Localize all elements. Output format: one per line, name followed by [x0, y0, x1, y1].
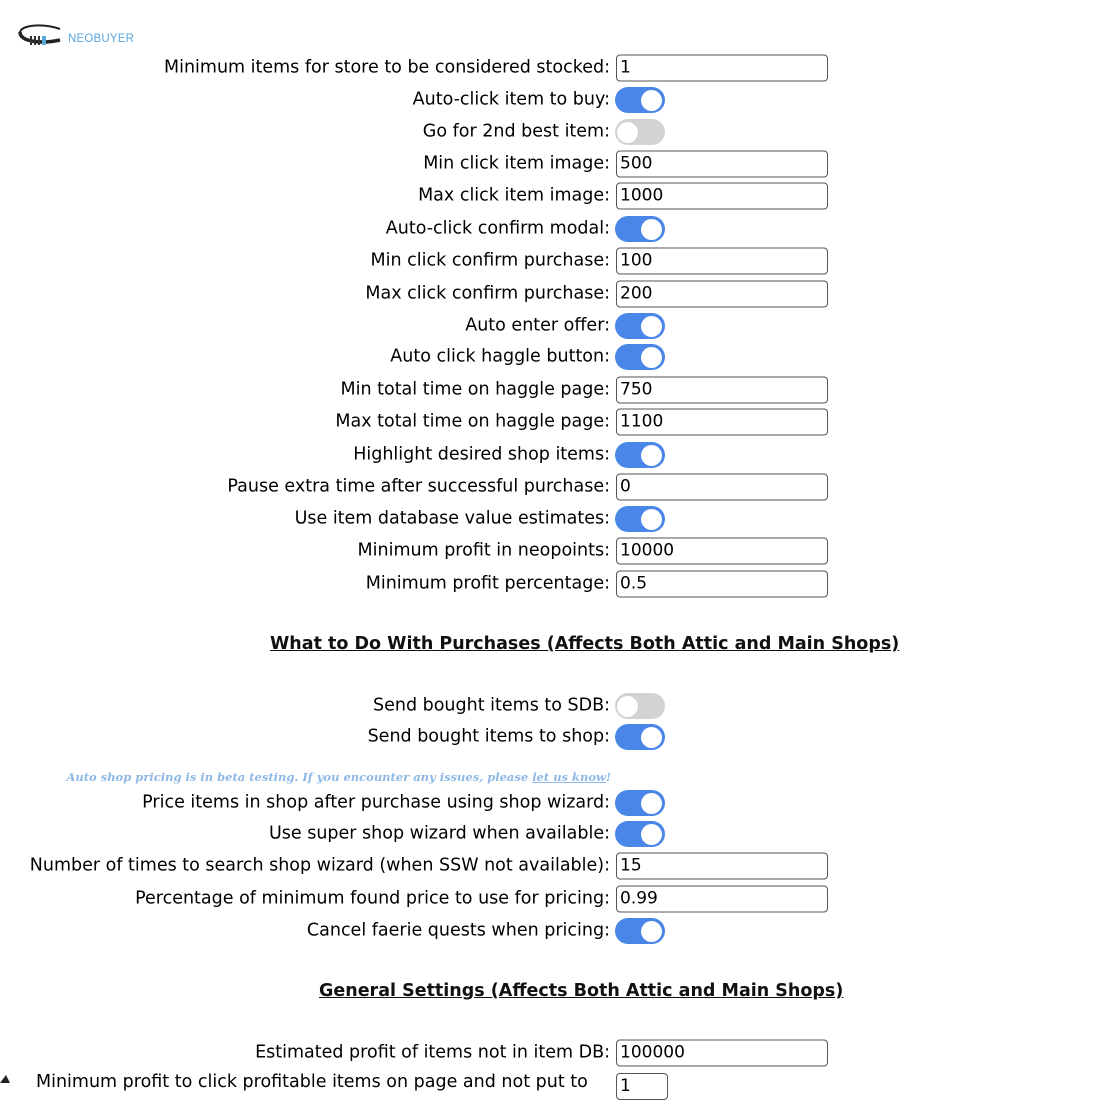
min-click-item-image-input[interactable]: 500	[616, 151, 828, 178]
min-total-time-on-haggle-page-input[interactable]: 750	[616, 377, 828, 404]
setting-row-use-item-database-value-estimates	[0, 504, 1100, 534]
setting-row-percentage-of-minimum-found-price-to-use-for-pricing	[0, 884, 1100, 914]
setting-row-cancel-faerie-quests-when-pricing	[0, 916, 1100, 946]
setting-row-number-of-times-to-search-shop-wizard-when-ssw-not-available	[0, 851, 1100, 881]
auto-click-item-to-buy-toggle[interactable]	[615, 87, 665, 113]
pause-extra-time-after-successful-purchase-input[interactable]: 0	[616, 474, 828, 501]
setting-label: Use super shop wizard when available:	[268, 823, 610, 844]
toggle-knob	[641, 921, 662, 942]
setting-label: Min click item image:	[423, 153, 610, 174]
setting-row-auto-click-haggle-button	[0, 342, 1100, 372]
use-super-shop-wizard-when-available-toggle[interactable]	[615, 821, 665, 847]
toggle-knob	[641, 316, 662, 337]
setting-label: Send bought items to shop:	[367, 726, 610, 747]
percentage-of-minimum-found-price-to-use-for-pricing-input[interactable]: 0.99	[616, 886, 828, 913]
toggle-knob	[641, 347, 662, 368]
minimum-items-for-store-to-be-considered-stocked-input[interactable]: 1	[616, 55, 828, 82]
max-total-time-on-haggle-page-input[interactable]: 1100	[616, 409, 828, 436]
setting-row-minimum-items-for-store-to-be-considered-stocked	[0, 53, 1100, 83]
setting-label: Send bought items to SDB:	[372, 695, 610, 716]
toggle-knob	[641, 219, 662, 240]
setting-label: Use item database value estimates:	[294, 508, 610, 529]
setting-label: Max click item image:	[418, 185, 610, 206]
setting-row-max-click-confirm-purchase	[0, 279, 1100, 309]
highlight-desired-shop-items-toggle[interactable]	[615, 442, 665, 468]
go-for-2nd-best-item-toggle[interactable]	[615, 119, 665, 145]
use-item-database-value-estimates-toggle[interactable]	[615, 506, 665, 532]
cutoff-row	[0, 1068, 1100, 1096]
setting-row-send-bought-items-to-shop	[0, 722, 1100, 752]
let-us-know-link[interactable]: let us know	[532, 770, 606, 784]
setting-label: Auto click haggle button:	[390, 346, 610, 367]
setting-row-min-total-time-on-haggle-page	[0, 375, 1100, 405]
auto-click-haggle-button-toggle[interactable]	[615, 344, 665, 370]
beta-note-text: Auto shop pricing is in beta testing. If you encounter any issues, please	[66, 770, 533, 784]
section-heading-general: General Settings (Affects Both Attic and Main Shops)	[319, 981, 844, 1001]
setting-row-auto-click-confirm-modal	[0, 214, 1100, 244]
setting-label: Minimum profit percentage:	[365, 573, 610, 594]
toggle-knob	[641, 824, 662, 845]
setting-label: Auto enter offer:	[465, 315, 610, 336]
setting-row-auto-enter-offer	[0, 311, 1100, 341]
setting-row-go-for-2nd-best-item	[0, 117, 1100, 147]
toggle-knob	[641, 509, 662, 530]
cutoff-row-input[interactable]: 1	[616, 1073, 668, 1100]
setting-label: Min click confirm purchase:	[370, 250, 610, 271]
setting-label: Max total time on haggle page:	[335, 411, 610, 432]
setting-row-highlight-desired-shop-items	[0, 440, 1100, 470]
setting-row-minimum-profit-percentage	[0, 569, 1100, 599]
setting-label: Min total time on haggle page:	[340, 379, 610, 400]
send-bought-items-to-shop-toggle[interactable]	[615, 724, 665, 750]
cutoff-row-label: Minimum profit to click profitable items on page and not put to	[36, 1072, 588, 1092]
beta-note	[66, 770, 611, 784]
toggle-knob	[617, 696, 638, 717]
section-heading-purchases: What to Do With Purchases (Affects Both Attic and Main Shops)	[270, 634, 900, 654]
setting-label: Highlight desired shop items:	[353, 444, 610, 465]
minimum-profit-percentage-input[interactable]: 0.5	[616, 571, 828, 598]
setting-row-minimum-profit-in-neopoints	[0, 536, 1100, 566]
max-click-item-image-input[interactable]: 1000	[616, 183, 828, 210]
beta-note-suffix: !	[605, 770, 611, 784]
toggle-knob	[617, 122, 638, 143]
toggle-knob	[641, 90, 662, 111]
send-bought-items-to-sdb-toggle[interactable]	[615, 693, 665, 719]
setting-label: Minimum items for store to be considered stocked:	[163, 57, 610, 78]
logo-text: NEOBUYER	[68, 33, 135, 45]
setting-label: Estimated profit of items not in item DB:	[255, 1042, 610, 1063]
cancel-faerie-quests-when-pricing-toggle[interactable]	[615, 918, 665, 944]
setting-label: Number of times to search shop wizard (when SSW not available):	[29, 855, 610, 876]
toggle-knob	[641, 793, 662, 814]
min-click-confirm-purchase-input[interactable]: 100	[616, 248, 828, 275]
price-items-in-shop-after-purchase-using-shop-wizard-toggle[interactable]	[615, 790, 665, 816]
setting-row-auto-click-item-to-buy	[0, 85, 1100, 115]
setting-row-price-items-in-shop-after-purchase-using-shop-wizard	[0, 788, 1100, 818]
setting-label: Price items in shop after purchase using shop wizard:	[142, 792, 610, 813]
setting-label: Auto-click item to buy:	[412, 89, 610, 110]
setting-row-send-bought-items-to-sdb	[0, 691, 1100, 721]
expand-arrow-icon[interactable]	[0, 1073, 10, 1083]
auto-enter-offer-toggle[interactable]	[615, 313, 665, 339]
setting-row-min-click-confirm-purchase	[0, 246, 1100, 276]
setting-row-max-total-time-on-haggle-page	[0, 407, 1100, 437]
setting-label: Minimum profit in neopoints:	[357, 540, 610, 561]
setting-row-pause-extra-time-after-successful-purchase	[0, 472, 1100, 502]
estimated-profit-of-items-not-in-item-db-input[interactable]: 100000	[616, 1040, 828, 1067]
toggle-knob	[641, 445, 662, 466]
minimum-profit-in-neopoints-input[interactable]: 10000	[616, 538, 828, 565]
setting-row-estimated-profit-of-items-not-in-item-db	[0, 1038, 1100, 1068]
max-click-confirm-purchase-input[interactable]: 200	[616, 281, 828, 308]
setting-label: Pause extra time after successful purchase:	[227, 476, 610, 497]
setting-row-max-click-item-image	[0, 181, 1100, 211]
number-of-times-to-search-shop-wizard-when-ssw-not-available-input[interactable]: 15	[616, 853, 828, 880]
setting-label: Go for 2nd best item:	[422, 121, 610, 142]
logo-swoosh-icon	[16, 18, 66, 48]
auto-click-confirm-modal-toggle[interactable]	[615, 216, 665, 242]
toggle-knob	[641, 727, 662, 748]
setting-row-min-click-item-image	[0, 149, 1100, 179]
setting-label: Max click confirm purchase:	[365, 283, 610, 304]
setting-label: Cancel faerie quests when pricing:	[306, 920, 610, 941]
setting-row-use-super-shop-wizard-when-available	[0, 819, 1100, 849]
setting-label: Percentage of minimum found price to use for pricing:	[135, 888, 610, 909]
setting-label: Auto-click confirm modal:	[385, 218, 610, 239]
